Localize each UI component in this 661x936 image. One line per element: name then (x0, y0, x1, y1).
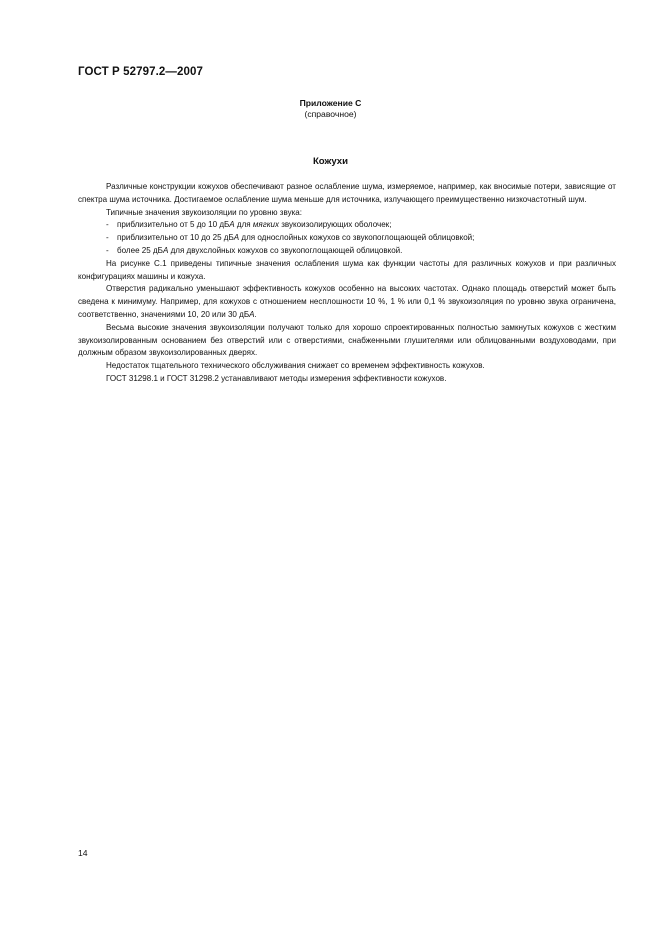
list-marker: - (106, 245, 109, 255)
standard-header: ГОСТ Р 52797.2—2007 (78, 66, 203, 78)
paragraph: Весьма высокие значения звукоизоляции получают только для хорошо спроектированных полностью замкнутых кожухов с жестким звукоизолированным основанием без отверстий или с отверстиями, снабженными глушителями или облицованными воздуховодами, при должным образом звукоизолированных дверях. (78, 322, 616, 358)
list-marker: - (106, 233, 109, 243)
list-marker: - (106, 220, 109, 230)
paragraph: Различные конструкции кожухов обеспечивают разное ослабление шума, измеряемое, например, как вносимые потери, зависящие от спектра шума источника. Достигаемое ослабление шума меньше для источника, излучающего преимущественно низкочастотный шум. (78, 182, 616, 204)
list-item: - приблизительно от 5 до 10 дБА для мягких звукоизолирующих оболочек; (78, 219, 616, 232)
paragraph: Отверстия радикально уменьшают эффективность кожухов особенно на высоких частотах. Однако площадь отверстий может быть сведена к минимуму. Например, для кожухов с отношением несплошности 10 %, 1 % или 0,1 % звукоизоляция по уровню звука ограничена, соответственно, значениями 10, 20 или 30 дБА. (78, 284, 616, 319)
page-number: 14 (78, 848, 88, 858)
paragraph: ГОСТ 31298.1 и ГОСТ 31298.2 устанавливают методы измерения эффективности кожухов. (106, 373, 447, 383)
section-title: Кожухи (312, 156, 349, 167)
appendix-title: Приложение С (299, 98, 362, 108)
paragraph: Недостаток тщательного технического обслуживания снижает со временем эффективность кожухов. (106, 361, 485, 371)
appendix-subtitle: (справочное) (304, 109, 357, 119)
list-item: - более 25 дБА для двухслойных кожухов со звукопоглощающей облицовкой. (78, 245, 616, 258)
body-text (78, 181, 616, 386)
appendix-heading (0, 98, 661, 120)
list-item: - приблизительно от 10 до 25 дБА для однослойных кожухов со звукопоглощающей облицовкой; (78, 232, 616, 245)
paragraph: На рисунке С.1 приведены типичные значения ослабления шума как функции частоты для различных кожухов и при различных конфигурациях машины и кожуха. (78, 258, 616, 281)
paragraph: Типичные значения звукоизоляции по уровню звука: (106, 207, 303, 217)
